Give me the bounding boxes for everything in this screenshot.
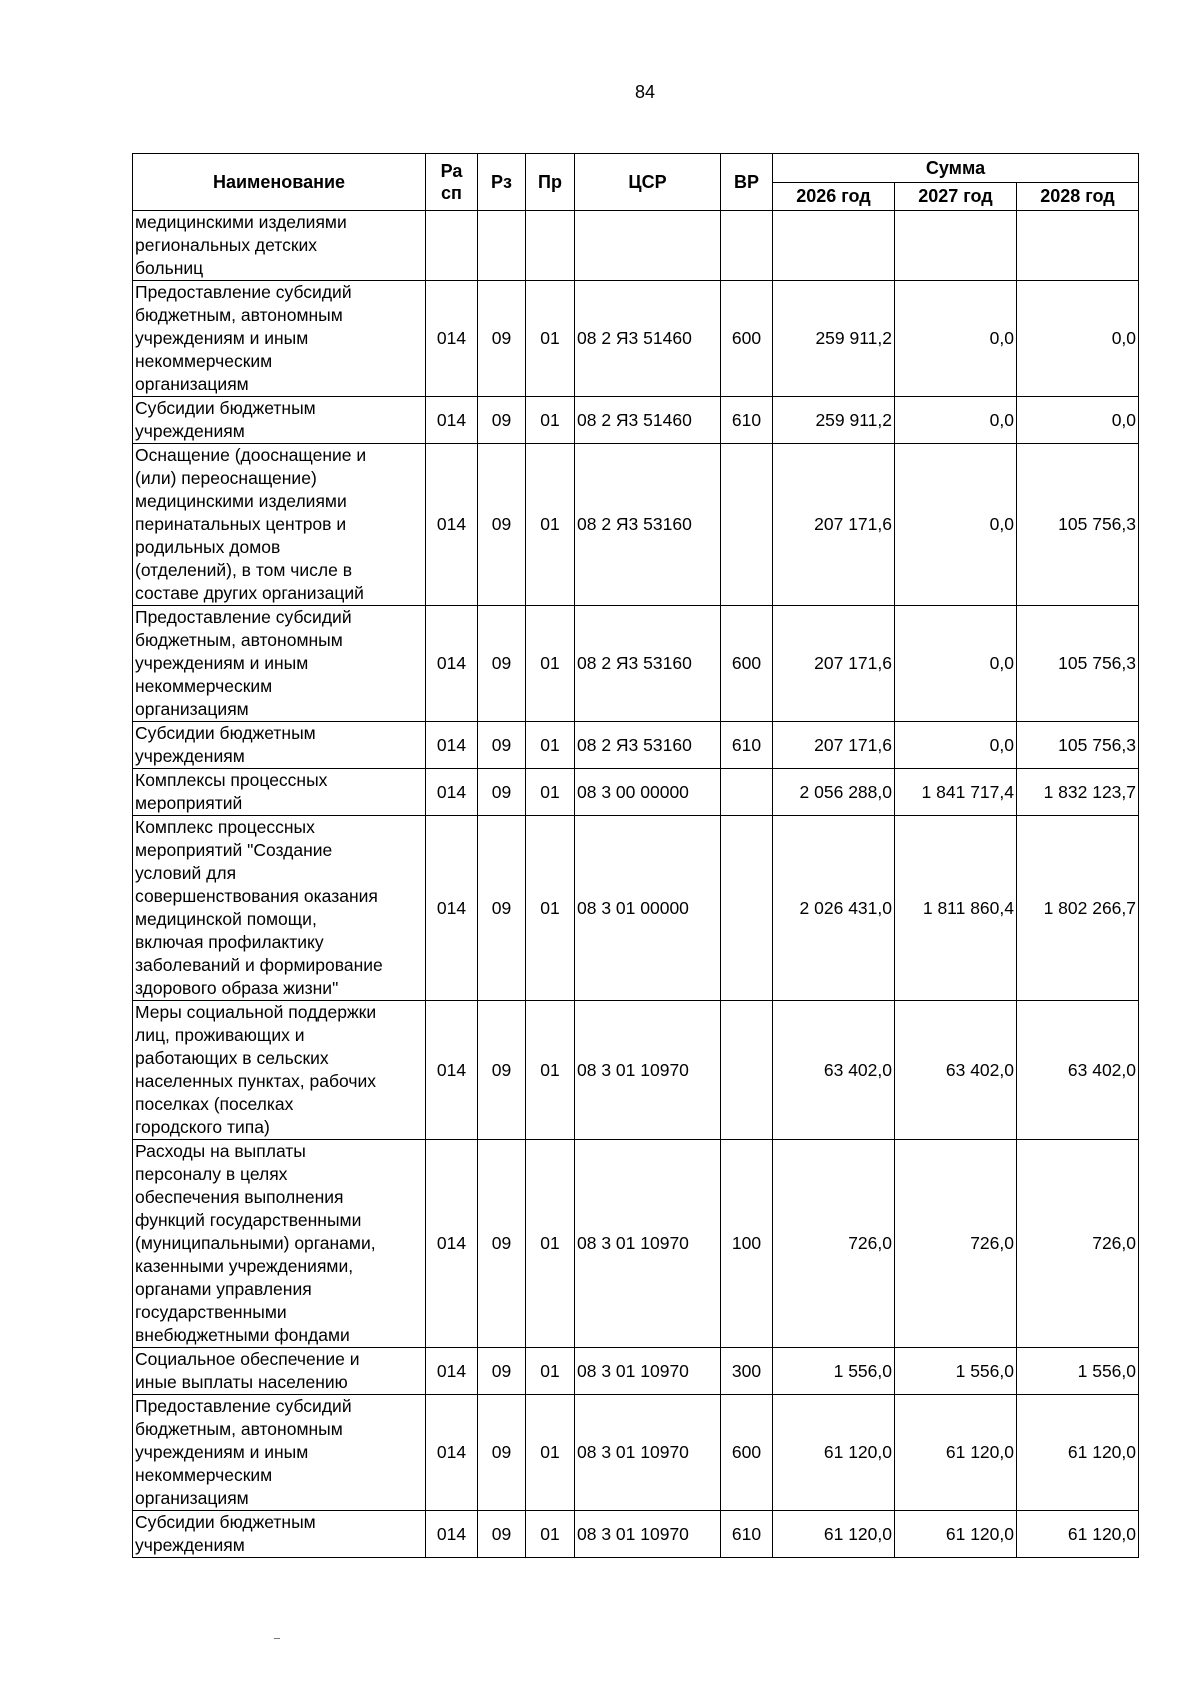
cell-2028: 1 802 266,7 — [1017, 816, 1139, 1001]
cell-rz: 09 — [478, 1395, 526, 1511]
cell-2026: 207 171,6 — [773, 444, 895, 606]
cell-2028: 1 556,0 — [1017, 1348, 1139, 1395]
table-row — [133, 1348, 1139, 1395]
cell-rz: 09 — [478, 606, 526, 722]
cell-csr: 08 3 01 10970 — [575, 1140, 721, 1348]
cell-2026: 61 120,0 — [773, 1395, 895, 1511]
cell-2027: 0,0 — [895, 397, 1017, 444]
cell-name: Комплекс процессных мероприятий "Создание условий для совершенствования оказания медицинской помощи, включая профилактику заболеваний и формирование здорового образа жизни" — [133, 816, 426, 1001]
cell-rasp: 014 — [426, 444, 478, 606]
cell-rz: 09 — [478, 1511, 526, 1558]
table-row — [133, 444, 1139, 606]
header-name: Наименование — [133, 154, 426, 211]
table-row — [133, 769, 1139, 816]
cell-2027: 1 556,0 — [895, 1348, 1017, 1395]
cell-vr: 100 — [721, 1140, 773, 1348]
cell-rasp: 014 — [426, 281, 478, 397]
cell-rz: 09 — [478, 397, 526, 444]
cell-2027: 61 120,0 — [895, 1395, 1017, 1511]
cell-csr: 08 2 Я3 53160 — [575, 444, 721, 606]
table-row — [133, 606, 1139, 722]
cell-2026: 63 402,0 — [773, 1001, 895, 1140]
cell-rz: 09 — [478, 816, 526, 1001]
cell-2028: 105 756,3 — [1017, 722, 1139, 769]
cell-name: Предоставление субсидий бюджетным, автономным учреждениям и иным некоммерческим организациям — [133, 606, 426, 722]
cell-csr: 08 3 01 10970 — [575, 1001, 721, 1140]
cell-name: Меры социальной поддержки лиц, проживающих и работающих в сельских населенных пунктах, рабочих поселках (поселках городского типа) — [133, 1001, 426, 1140]
cell-2028 — [1017, 211, 1139, 281]
cell-2027: 0,0 — [895, 606, 1017, 722]
cell-2028: 0,0 — [1017, 397, 1139, 444]
cell-pr: 01 — [526, 1395, 575, 1511]
cell-csr — [575, 211, 721, 281]
scan-mark — [274, 1638, 280, 1639]
cell-name: Расходы на выплаты персоналу в целях обеспечения выполнения функций государственными (муниципальными) органами, казенными учреждениями, органами управления государственными внебюджетными фондами — [133, 1140, 426, 1348]
table-row — [133, 211, 1139, 281]
cell-2027: 0,0 — [895, 722, 1017, 769]
table-row — [133, 1140, 1139, 1348]
cell-pr — [526, 211, 575, 281]
cell-pr: 01 — [526, 281, 575, 397]
table-row — [133, 397, 1139, 444]
cell-pr: 01 — [526, 444, 575, 606]
header-year-2026: 2026 год — [773, 183, 895, 211]
cell-vr: 300 — [721, 1348, 773, 1395]
header-rz: Рз — [478, 154, 526, 211]
cell-vr: 600 — [721, 606, 773, 722]
header-year-2028: 2028 год — [1017, 183, 1139, 211]
cell-rz: 09 — [478, 281, 526, 397]
cell-2026: 207 171,6 — [773, 722, 895, 769]
cell-rasp: 014 — [426, 816, 478, 1001]
cell-2026: 1 556,0 — [773, 1348, 895, 1395]
cell-2027: 726,0 — [895, 1140, 1017, 1348]
cell-csr: 08 2 Я3 53160 — [575, 606, 721, 722]
cell-name: Комплексы процессных мероприятий — [133, 769, 426, 816]
cell-2026: 2 056 288,0 — [773, 769, 895, 816]
header-year-2027: 2027 год — [895, 183, 1017, 211]
page-number: 84 — [634, 82, 656, 102]
cell-name: Субсидии бюджетным учреждениям — [133, 397, 426, 444]
header-pr: Пр — [526, 154, 575, 211]
cell-csr: 08 3 00 00000 — [575, 769, 721, 816]
cell-name: Оснащение (дооснащение и (или) переоснащение) медицинскими изделиями перинатальных центров и родильных домов (отделений), в том числе в составе других организаций — [133, 444, 426, 606]
cell-name: Субсидии бюджетным учреждениям — [133, 1511, 426, 1558]
cell-pr: 01 — [526, 1140, 575, 1348]
cell-name: Социальное обеспечение и иные выплаты населению — [133, 1348, 426, 1395]
cell-2027: 1 811 860,4 — [895, 816, 1017, 1001]
cell-rz: 09 — [478, 722, 526, 769]
cell-vr: 610 — [721, 397, 773, 444]
cell-pr: 01 — [526, 1001, 575, 1140]
cell-2026: 2 026 431,0 — [773, 816, 895, 1001]
cell-2026: 259 911,2 — [773, 281, 895, 397]
cell-2027: 1 841 717,4 — [895, 769, 1017, 816]
cell-csr: 08 2 Я3 51460 — [575, 397, 721, 444]
cell-2026: 726,0 — [773, 1140, 895, 1348]
cell-vr: 600 — [721, 1395, 773, 1511]
cell-csr: 08 3 01 10970 — [575, 1511, 721, 1558]
cell-vr: 610 — [721, 1511, 773, 1558]
cell-rasp — [426, 211, 478, 281]
cell-pr: 01 — [526, 722, 575, 769]
header-summa: Сумма — [773, 154, 1139, 183]
cell-rz: 09 — [478, 1140, 526, 1348]
cell-rasp: 014 — [426, 1001, 478, 1140]
cell-vr — [721, 444, 773, 606]
cell-name: Предоставление субсидий бюджетным, автономным учреждениям и иным некоммерческим организациям — [133, 281, 426, 397]
cell-2027: 63 402,0 — [895, 1001, 1017, 1140]
cell-pr: 01 — [526, 1511, 575, 1558]
cell-name: Предоставление субсидий бюджетным, автономным учреждениям и иным некоммерческим организациям — [133, 1395, 426, 1511]
cell-rz: 09 — [478, 769, 526, 816]
cell-rz: 09 — [478, 1348, 526, 1395]
table-row — [133, 722, 1139, 769]
cell-pr: 01 — [526, 397, 575, 444]
cell-rasp: 014 — [426, 1348, 478, 1395]
cell-pr: 01 — [526, 606, 575, 722]
cell-rasp: 014 — [426, 606, 478, 722]
header-csr: ЦСР — [575, 154, 721, 211]
cell-pr: 01 — [526, 816, 575, 1001]
cell-csr: 08 3 01 00000 — [575, 816, 721, 1001]
table-body — [133, 211, 1139, 1558]
cell-vr: 610 — [721, 722, 773, 769]
cell-csr: 08 3 01 10970 — [575, 1348, 721, 1395]
cell-rasp: 014 — [426, 397, 478, 444]
table-row — [133, 1001, 1139, 1140]
cell-2027: 61 120,0 — [895, 1511, 1017, 1558]
cell-pr: 01 — [526, 769, 575, 816]
cell-2028: 61 120,0 — [1017, 1511, 1139, 1558]
cell-2028: 0,0 — [1017, 281, 1139, 397]
budget-table — [132, 153, 1139, 1558]
cell-vr — [721, 769, 773, 816]
cell-vr — [721, 211, 773, 281]
cell-2028: 726,0 — [1017, 1140, 1139, 1348]
cell-2028: 105 756,3 — [1017, 444, 1139, 606]
cell-rasp: 014 — [426, 1395, 478, 1511]
table-row — [133, 281, 1139, 397]
table-row — [133, 1511, 1139, 1558]
cell-2026: 259 911,2 — [773, 397, 895, 444]
cell-rz — [478, 211, 526, 281]
table-row — [133, 816, 1139, 1001]
cell-rasp: 014 — [426, 722, 478, 769]
cell-csr: 08 2 Я3 53160 — [575, 722, 721, 769]
cell-2028: 61 120,0 — [1017, 1395, 1139, 1511]
cell-2028: 1 832 123,7 — [1017, 769, 1139, 816]
cell-csr: 08 3 01 10970 — [575, 1395, 721, 1511]
cell-rasp: 014 — [426, 1511, 478, 1558]
cell-2028: 105 756,3 — [1017, 606, 1139, 722]
cell-csr: 08 2 Я3 51460 — [575, 281, 721, 397]
cell-2026 — [773, 211, 895, 281]
cell-pr: 01 — [526, 1348, 575, 1395]
cell-2027 — [895, 211, 1017, 281]
cell-2026: 61 120,0 — [773, 1511, 895, 1558]
cell-rasp: 014 — [426, 769, 478, 816]
table-header — [133, 154, 1139, 211]
cell-2028: 63 402,0 — [1017, 1001, 1139, 1140]
cell-vr: 600 — [721, 281, 773, 397]
cell-2027: 0,0 — [895, 444, 1017, 606]
cell-vr — [721, 1001, 773, 1140]
table-row — [133, 1395, 1139, 1511]
cell-name: медицинскими изделиями региональных детских больниц — [133, 211, 426, 281]
cell-name: Субсидии бюджетным учреждениям — [133, 722, 426, 769]
cell-2027: 0,0 — [895, 281, 1017, 397]
header-rasp: Ра сп — [426, 154, 478, 211]
cell-rz: 09 — [478, 1001, 526, 1140]
cell-rasp: 014 — [426, 1140, 478, 1348]
cell-vr — [721, 816, 773, 1001]
cell-rz: 09 — [478, 444, 526, 606]
header-vr: ВР — [721, 154, 773, 211]
cell-2026: 207 171,6 — [773, 606, 895, 722]
